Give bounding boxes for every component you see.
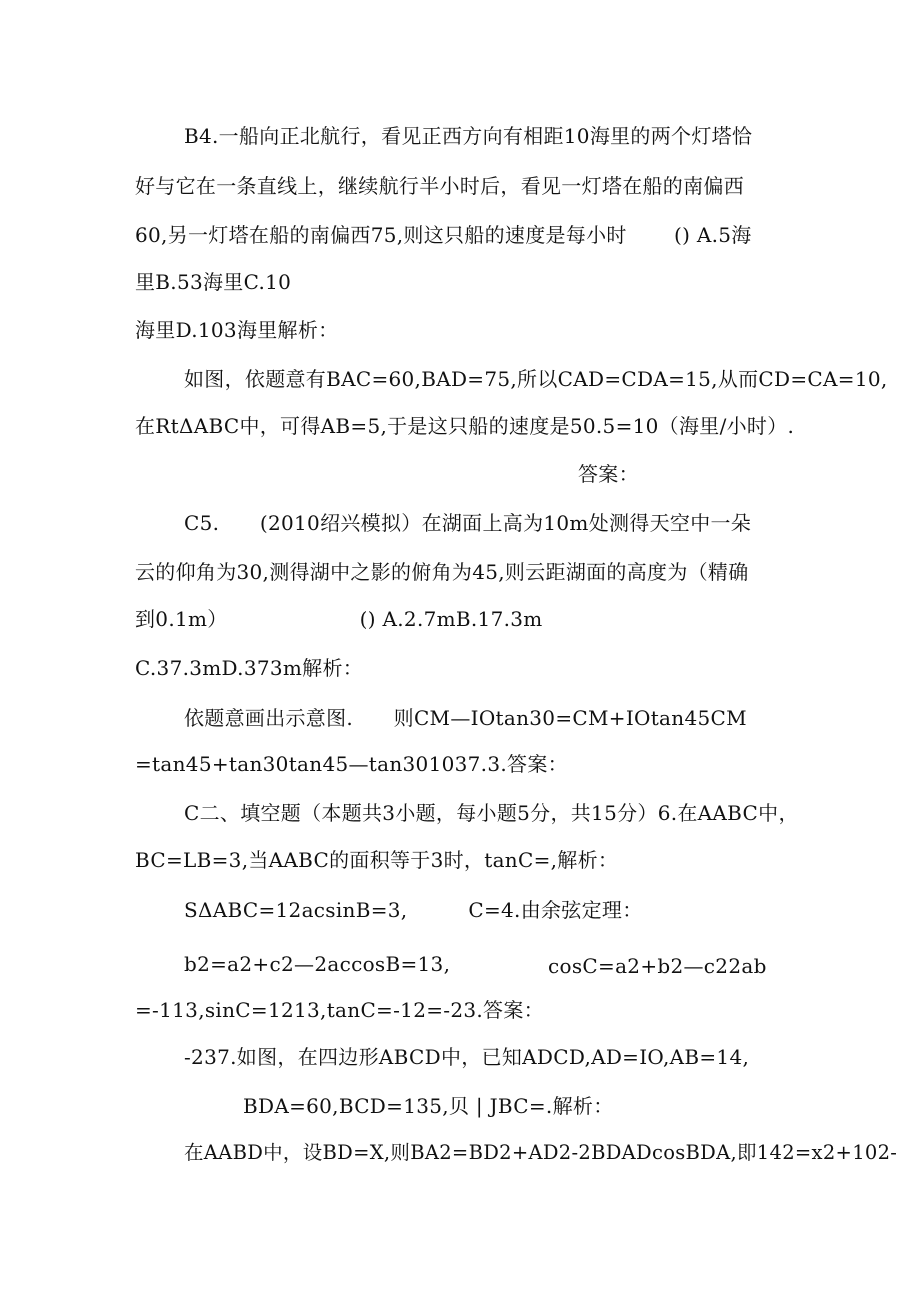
text-line: 依题意画出示意图. 则CM—IOtan30=CM+IOtan45CM — [184, 706, 747, 730]
text-line: cosC=a2+b2—c22ab — [548, 954, 767, 978]
text-line: 里B.53海里C.10 — [135, 270, 292, 294]
text-line: =-113,sinC=1213,tanC=-12=-23.答案： — [135, 998, 544, 1022]
text-line: 海里D.103海里解析： — [135, 318, 339, 342]
text-line: 在RtΔABC中，可得AB=5,于是这只船的速度是50.5=10（海里/小时）. — [135, 414, 795, 438]
text-line: C二、填空题（本题共3小题，每小题5分，共15分）6.在AABC中， — [184, 801, 799, 825]
text-line: 在AABD中，设BD=X,则BA2=BD2+AD2-2BDADcosBDA,即142=x2+102- — [184, 1141, 898, 1164]
text-line: C.37.3mD.373m解析： — [135, 656, 364, 680]
text-line: 如图，依题意有BAC=60,BAD=75,所以CAD=CDA=15,从而CD=CA=10, — [184, 367, 888, 391]
text-line: SΔABC=12acsinB=3, C=4.由余弦定理： — [184, 898, 643, 922]
text-line: b2=a2+c2—2accosB=13, — [184, 952, 451, 976]
text-line: 60,另一灯塔在船的南偏西75,则这只船的速度是每小时 () A.5海 — [135, 223, 752, 247]
text-line: BC=LB=3,当AABC的面积等于3时，tanC=,解析： — [135, 848, 619, 872]
text-line: 答案： — [578, 462, 639, 486]
text-line: BDA=60,BCD=135,贝 | JBC=.解析： — [243, 1094, 614, 1118]
text-line: 好与它在一条直线上，继续航行半小时后，看见一灯塔在船的南偏西 — [135, 174, 744, 198]
text-line: =tan45+tan30tan45—tan301037.3.答案： — [135, 752, 568, 776]
text-line: 到0.1m） () A.2.7mB.17.3m — [135, 607, 543, 631]
text-line: C5. (2010绍兴模拟）在湖面上高为10m处测得天空中一朵 — [184, 511, 752, 535]
text-line: B4.一船向正北航行，看见正西方向有相距10海里的两个灯塔恰 — [184, 124, 753, 148]
text-line: -237.如图，在四边形ABCD中，已知ADCD,AD=IO,AB=14, — [184, 1045, 750, 1069]
text-line: 云的仰角为30,测得湖中之影的俯角为45,则云距湖面的高度为（精确 — [135, 560, 749, 584]
